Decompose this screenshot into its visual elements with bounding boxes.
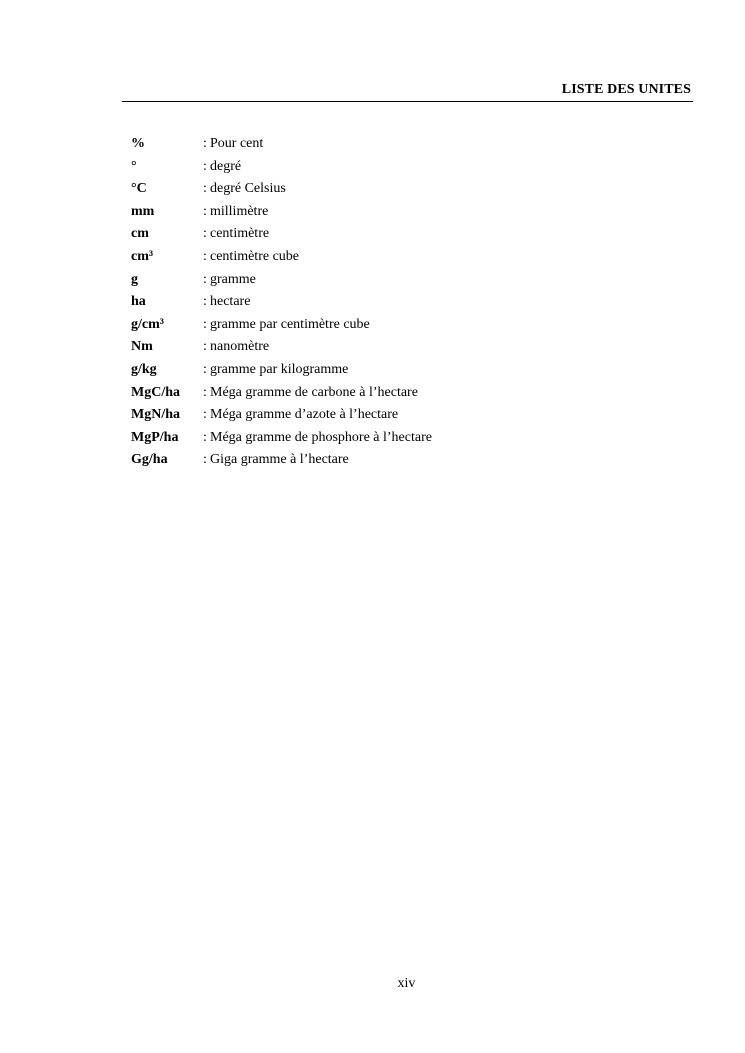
unit-symbol: MgP/ha — [131, 429, 179, 445]
list-item — [131, 336, 631, 359]
list-item — [131, 246, 631, 269]
list-item — [131, 382, 631, 405]
unit-symbol: Nm — [131, 339, 153, 355]
page-header — [122, 80, 693, 102]
unit-separator: : — [203, 452, 207, 468]
unit-separator: : — [203, 429, 207, 445]
unit-symbol: g/cm³ — [131, 316, 164, 332]
list-item — [131, 223, 631, 246]
unit-symbol: cm — [131, 226, 149, 242]
list-item — [131, 314, 631, 337]
unit-symbol: ha — [131, 294, 146, 310]
unit-symbol: g/kg — [131, 361, 157, 377]
unit-symbol: MgC/ha — [131, 384, 180, 400]
page-footer — [0, 974, 745, 992]
unit-separator: : — [203, 181, 207, 197]
list-item — [131, 427, 631, 450]
unit-description: gramme — [210, 271, 256, 287]
list-item — [131, 404, 631, 427]
unit-description: Pour cent — [210, 136, 264, 151]
unit-description: centimètre cube — [210, 248, 300, 264]
unit-symbol: MgN/ha — [131, 407, 180, 423]
unit-symbol: cm³ — [131, 248, 154, 264]
unit-description: degré — [210, 158, 242, 174]
unit-separator: : — [203, 339, 207, 355]
unit-separator: : — [203, 158, 207, 174]
list-item — [131, 133, 631, 156]
list-item — [131, 291, 631, 314]
unit-separator: : — [203, 136, 207, 151]
unit-description: millimètre — [210, 203, 269, 219]
unit-separator: : — [203, 294, 207, 310]
list-item — [131, 269, 631, 292]
unit-symbol: °C — [131, 181, 147, 197]
unit-separator: : — [203, 407, 207, 423]
page-number: xiv — [397, 976, 416, 991]
unit-description: Méga gramme de phosphore à l’hectare — [210, 429, 432, 445]
unit-description: Méga gramme d’azote à l’hectare — [210, 407, 399, 423]
unit-separator: : — [203, 384, 207, 400]
unit-description: Méga gramme de carbone à l’hectare — [210, 384, 418, 400]
unit-description: nanomètre — [210, 339, 270, 355]
unit-separator: : — [203, 316, 207, 332]
unit-symbol: mm — [131, 203, 155, 219]
unit-description: Giga gramme à l’hectare — [210, 452, 349, 468]
unit-description: gramme par kilogramme — [210, 361, 349, 377]
unit-symbol: g — [131, 271, 138, 287]
list-item — [131, 449, 631, 472]
unit-separator: : — [203, 271, 207, 287]
units-list — [131, 133, 631, 472]
unit-symbol: ° — [131, 158, 137, 174]
list-item — [131, 201, 631, 224]
unit-symbol: Gg/ha — [131, 452, 168, 468]
unit-separator: : — [203, 203, 207, 219]
unit-separator: : — [203, 226, 207, 242]
unit-separator: : — [203, 361, 207, 377]
list-item — [131, 156, 631, 179]
unit-description: hectare — [210, 294, 251, 310]
unit-symbol: % — [131, 136, 145, 151]
unit-description: gramme par centimètre cube — [210, 316, 370, 332]
page-title: LISTE DES UNITES — [561, 82, 691, 97]
list-item — [131, 359, 631, 382]
list-item — [131, 178, 631, 201]
unit-separator: : — [203, 248, 207, 264]
unit-description: degré Celsius — [210, 181, 286, 197]
unit-description: centimètre — [210, 226, 270, 242]
